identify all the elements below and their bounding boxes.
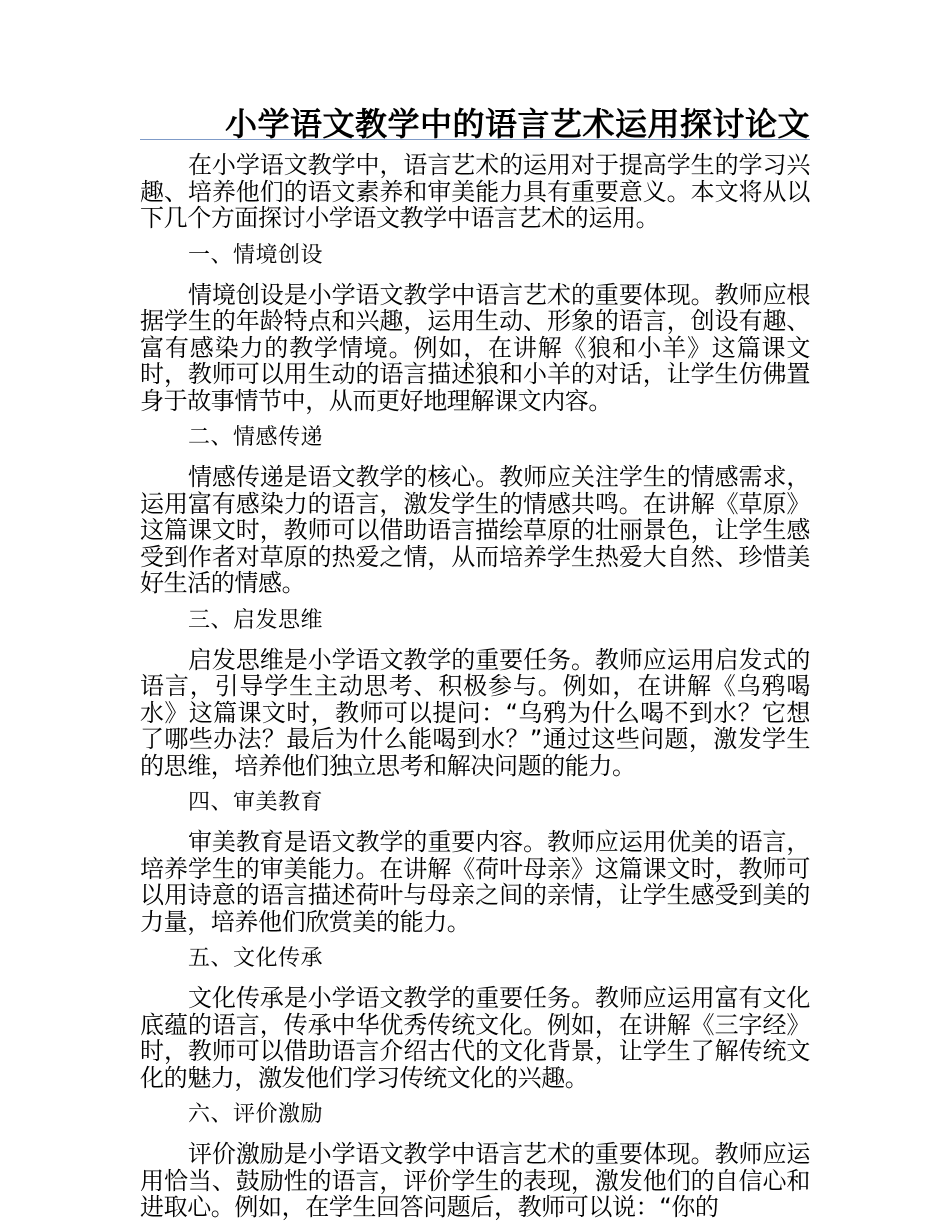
section-heading-thinking: 三、启发思维: [188, 607, 324, 633]
section-paragraph-scene: 情境创设是小学语文教学中语言艺术的重要体现。教师应根据学生的年龄特点和兴趣，运用生动、形象的语言，创设有趣、富有感染力的教学情境。例如，在讲解《狼和小羊》这篇课文时，教师可以用生动的语言描述狼和小羊的对话，让学生仿佛置身于故事情节中，从而更好地理解课文内容。: [140, 280, 810, 415]
section-paragraph-aesthetics: 审美教育是语文教学的重要内容。教师应运用优美的语言，培养学生的审美能力。在讲解《荷叶母亲》这篇课文时，教师可以用诗意的语言描述荷叶与母亲之间的亲情，让学生感受到美的力量，培养他们欣赏美的能力。: [140, 828, 810, 936]
section-heading-aesthetics: 四、审美教育: [188, 790, 324, 815]
section-heading-scene: 一、情境创设: [188, 242, 324, 268]
page-title: 小学语文教学中的语言艺术运用探讨论文: [224, 105, 810, 143]
section-heading-culture: 五、文化传承: [188, 946, 324, 971]
section-paragraph-thinking: 启发思维是小学语文教学的重要任务。教师应运用启发式的语言，引导学生主动思考、积极参与。例如，在讲解《乌鸦喝水》这篇课文时，教师可以提问：“乌鸦为什么喝不到水？它想了哪些办法？最后为什么能喝到水？”通过这些问题，激发学生的思维，培养他们独立思考和解决问题的能力。: [140, 645, 810, 780]
section-paragraph-emotion: 情感传递是语文教学的核心。教师应关注学生的情感需求，运用富有感染力的语言，激发学生的情感共鸣。在讲解《草原》这篇课文时，教师可以借助语言描绘草原的壮丽景色，让学生感受到作者对草原的热爱之情，从而培养学生热爱大自然、珍惜美好生活的情感。: [140, 463, 810, 597]
section-heading-emotion: 二、情感传递: [188, 425, 324, 450]
document-body: [140, 152, 810, 1221]
intro-paragraph: 在小学语文教学中，语言艺术的运用对于提高学生的学习兴趣、培养他们的语文素养和审美能力具有重要意义。本文将从以下几个方面探讨小学语文教学中语言艺术的运用。: [140, 151, 810, 232]
title-underline: [140, 139, 810, 140]
section-heading-evaluation: 六、评价激励: [188, 1102, 324, 1127]
section-paragraph-culture: 文化传承是小学语文教学的重要任务。教师应运用富有文化底蕴的语言，传承中华优秀传统文化。例如，在讲解《三字经》时，教师可以借助语言介绍古代的文化背景，让学生了解传统文化的魅力，激发他们学习传统文化的兴趣。: [140, 984, 810, 1092]
section-paragraph-evaluation: 评价激励是小学语文教学中语言艺术的重要体现。教师应运用恰当、鼓励性的语言，评价学生的表现，激发他们的自信心和进取心。例如，在学生回答问题后，教师可以说：“你的: [140, 1140, 810, 1221]
